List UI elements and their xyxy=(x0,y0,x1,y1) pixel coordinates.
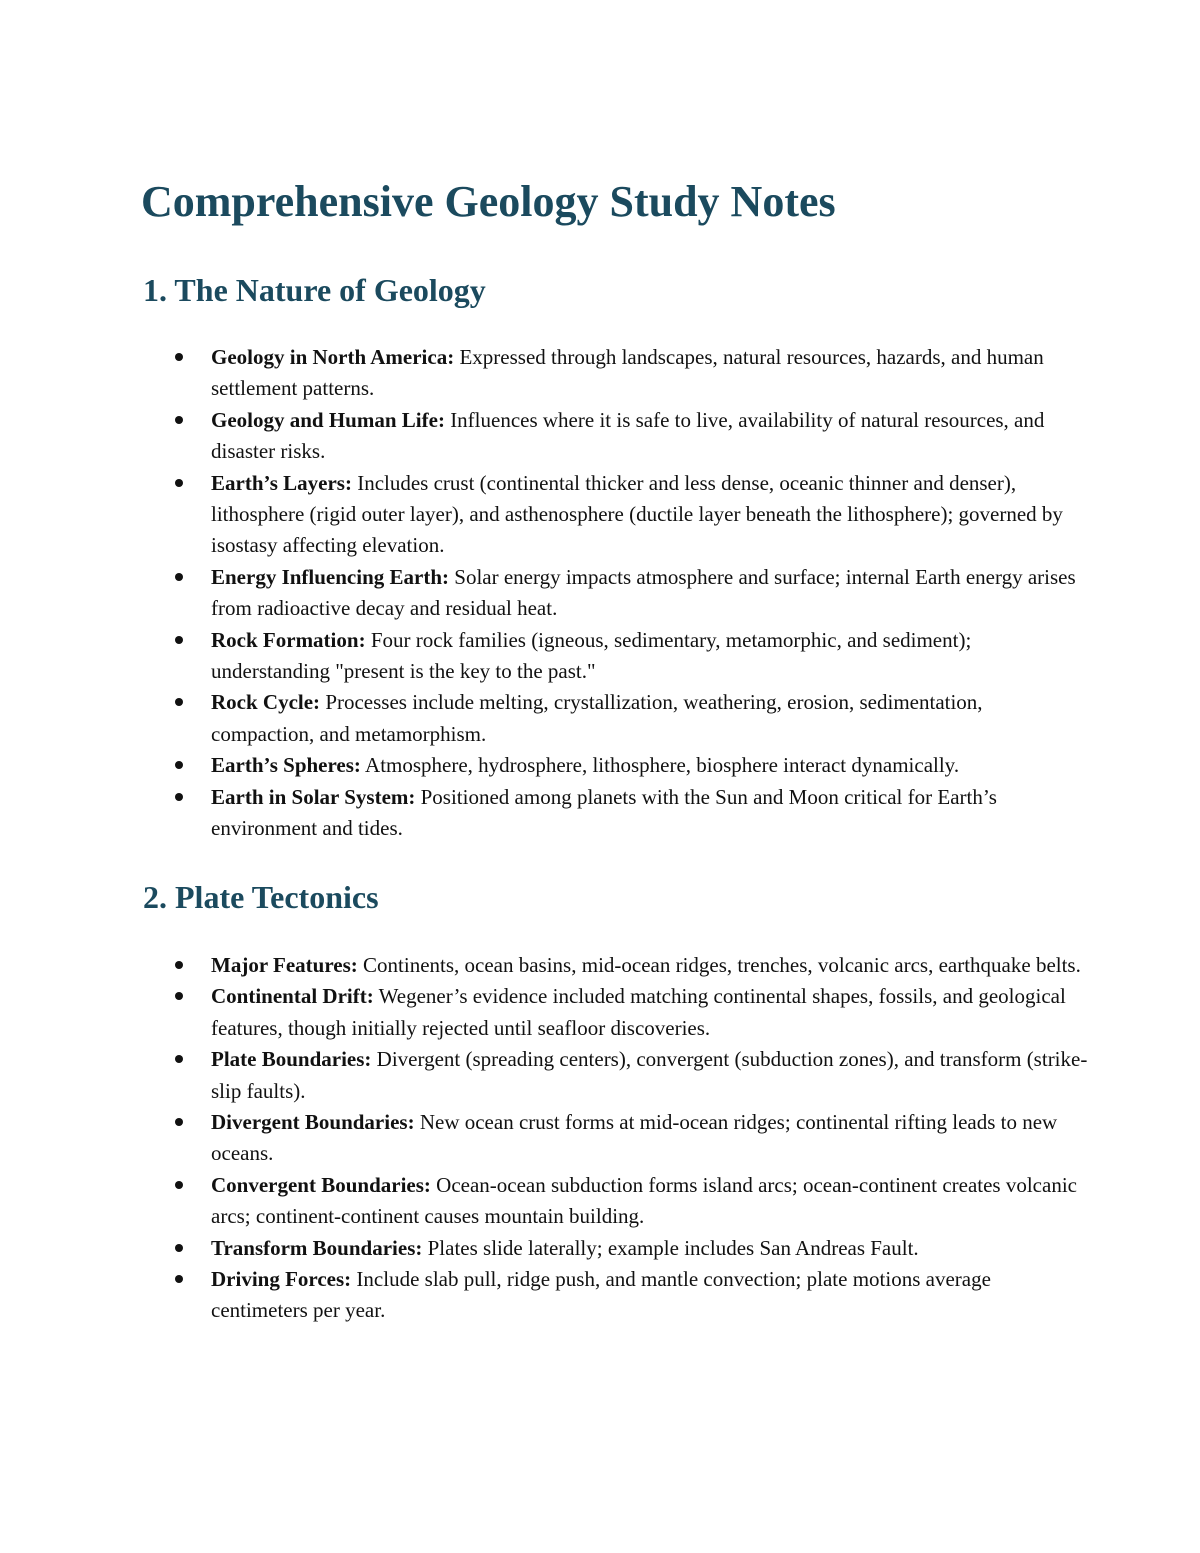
item-term: Transform Boundaries: xyxy=(211,1235,423,1260)
bullet-icon xyxy=(175,698,183,706)
bullet-icon xyxy=(175,961,183,969)
list-item xyxy=(211,342,1091,405)
list-item xyxy=(211,468,1091,562)
bullet-icon xyxy=(175,793,183,801)
item-term: Divergent Boundaries: xyxy=(211,1110,415,1135)
list-item xyxy=(211,1264,1091,1327)
list-item xyxy=(211,562,1091,625)
bullet-icon xyxy=(175,1118,183,1126)
item-term: Driving Forces: xyxy=(211,1267,352,1292)
item-term: Continental Drift: xyxy=(211,984,374,1009)
item-text: Positioned among planets with the Sun and Moon critical for Earth’s environment and tides. xyxy=(211,784,997,841)
item-text: Continents, ocean basins, mid-ocean ridges, trenches, volcanic arcs, earthquake belts. xyxy=(357,953,1081,977)
list-item xyxy=(211,625,1091,688)
bullet-icon xyxy=(175,636,183,644)
item-term: Major Features: xyxy=(211,953,358,977)
item-text: Solar energy impacts atmosphere and surface; internal Earth energy arises from radioactive decay and residual heat. xyxy=(211,564,1076,621)
bullet-icon xyxy=(175,1244,183,1252)
item-term: Plate Boundaries: xyxy=(211,1047,372,1072)
item-text: Four rock families (igneous, sedimentary, metamorphic, and sediment); understanding "present is the key to the past." xyxy=(211,627,972,684)
item-text: Includes crust (continental thicker and less dense, oceanic thinner and denser), lithosphere (rigid outer layer), and asthenosphere (ductile layer beneath the lithosphere); governed by isostasy affecting elevation. xyxy=(211,470,1063,558)
list-item xyxy=(211,1233,1091,1264)
item-term: Rock Cycle: xyxy=(211,690,321,715)
item-term: Geology in North America: xyxy=(211,345,455,369)
list-item xyxy=(211,1170,1091,1233)
bullet-icon xyxy=(175,1275,183,1283)
item-term: Convergent Boundaries: xyxy=(211,1172,431,1197)
list-item xyxy=(211,1107,1091,1170)
bullet-icon xyxy=(175,353,183,361)
item-term: Geology and Human Life: xyxy=(211,407,445,432)
section-heading-plate-tectonics: 2. Plate Tectonics xyxy=(143,879,379,915)
item-text: Influences where it is safe to live, availability of natural resources, and disaster risks. xyxy=(211,407,1045,464)
item-text: Processes include melting, crystallization, weathering, erosion, sedimentation, compaction, and metamorphism. xyxy=(211,690,983,746)
bullet-icon xyxy=(175,416,183,424)
item-text: Plates slide laterally; example includes San Andreas Fault. xyxy=(422,1235,919,1260)
bullet-icon xyxy=(175,573,183,581)
item-term: Earth’s Spheres: xyxy=(211,753,361,778)
bullet-icon xyxy=(175,479,183,487)
item-text: New ocean crust forms at mid-ocean ridges; continental rifting leads to new oceans. xyxy=(211,1110,1058,1166)
list-item xyxy=(211,1044,1091,1107)
item-text: Include slab pull, ridge push, and mantle convection; plate motions average centimeters per year. xyxy=(211,1267,991,1323)
section-heading-nature-of-geology: 1. The Nature of Geology xyxy=(143,272,486,308)
bullet-icon xyxy=(175,1181,183,1189)
item-term: Rock Formation: xyxy=(211,627,366,652)
plate-tectonics-list xyxy=(211,950,1091,1327)
nature-of-geology-list xyxy=(211,342,1091,845)
document-title: Comprehensive Geology Study Notes xyxy=(141,177,836,226)
list-item xyxy=(211,782,1091,845)
bullet-icon xyxy=(175,1055,183,1063)
item-text: Wegener’s evidence included matching continental shapes, fossils, and geological features, though initially rejected until seafloor discoveries. xyxy=(211,984,1066,1040)
list-item xyxy=(211,950,1091,981)
list-item xyxy=(211,981,1091,1044)
item-text: Expressed through landscapes, natural resources, hazards, and human settlement patterns. xyxy=(211,345,1044,401)
list-item xyxy=(211,405,1091,468)
item-text: Divergent (spreading centers), convergent (subduction zones), and transform (strike-slip faults). xyxy=(211,1047,1088,1103)
bullet-icon xyxy=(175,761,183,769)
item-term: Earth in Solar System: xyxy=(211,784,416,809)
item-term: Energy Influencing Earth: xyxy=(211,564,450,589)
item-term: Earth’s Layers: xyxy=(211,470,352,495)
bullet-icon xyxy=(175,992,183,1000)
list-item xyxy=(211,750,1091,781)
item-text: Atmosphere, hydrosphere, lithosphere, biosphere interact dynamically. xyxy=(360,753,960,778)
list-item xyxy=(211,687,1091,750)
item-text: Ocean-ocean subduction forms island arcs; ocean-continent creates volcanic arcs; continent-continent causes mountain building. xyxy=(211,1172,1077,1229)
